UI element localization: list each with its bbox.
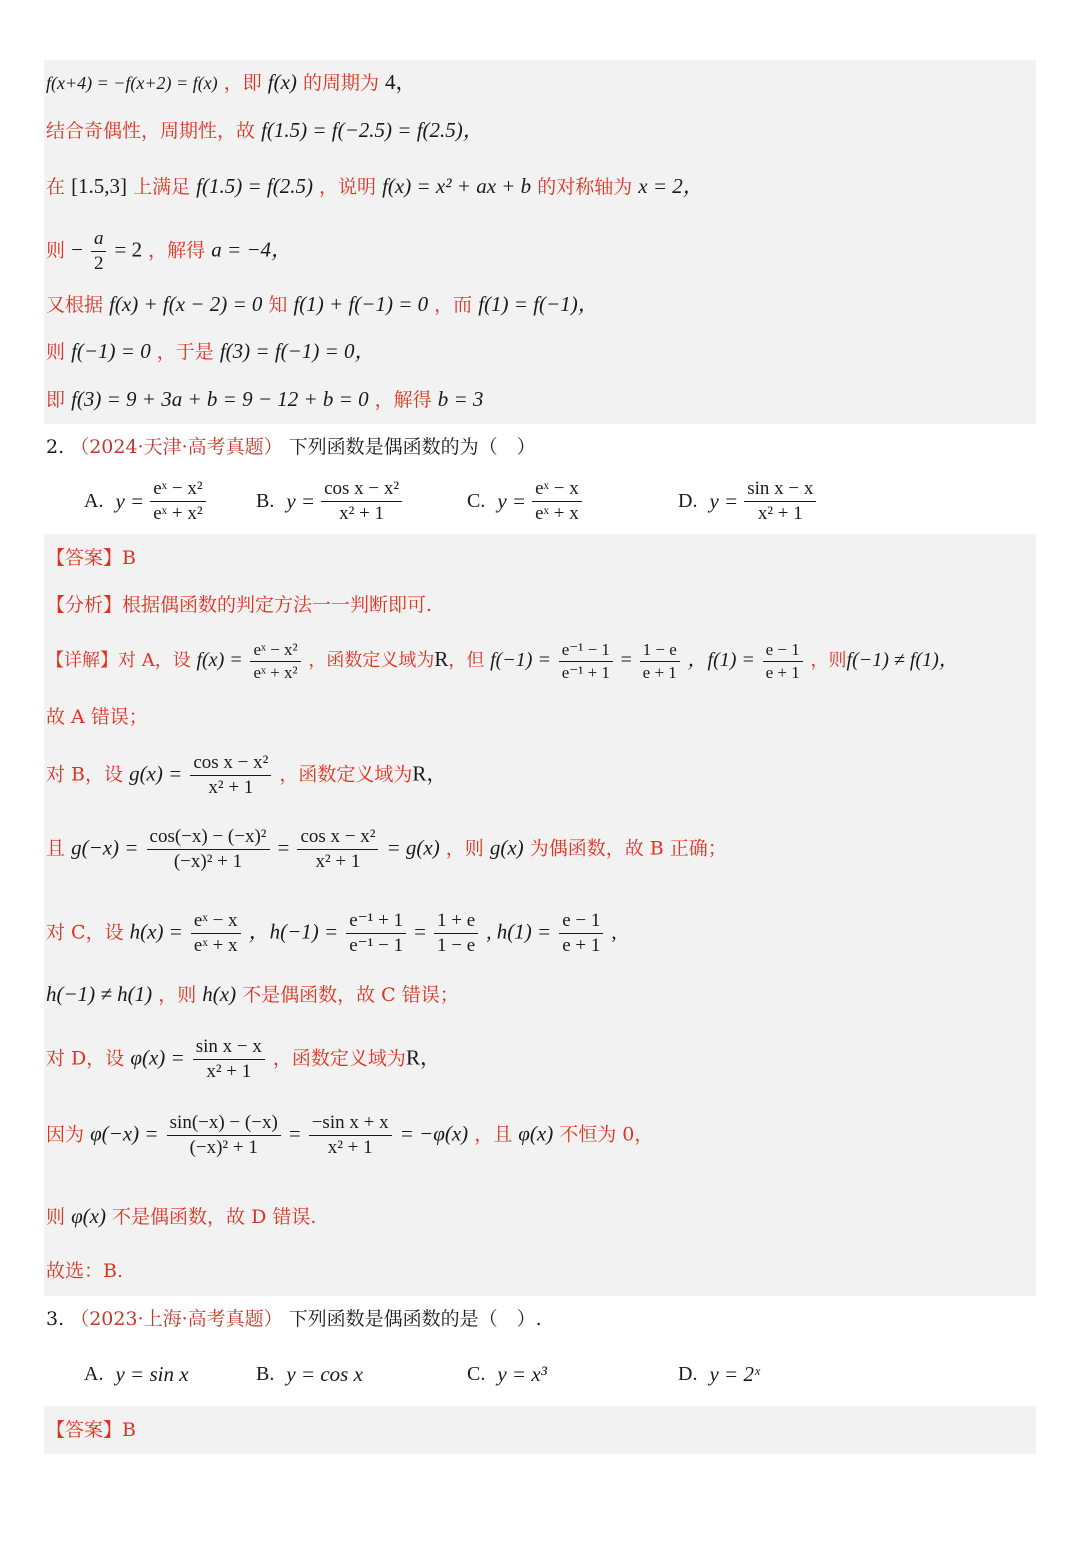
option-label: B. [256,489,275,512]
numerator: 1 − e [640,640,680,662]
math-expr: y = 2ˣ [709,1362,760,1386]
text: 不恒为 0， [559,1123,654,1146]
fraction [193,1036,265,1083]
option-b [256,1362,367,1387]
fraction [532,478,582,525]
math-expr: y = cos x [286,1362,363,1386]
text: 对 D，设 [46,1047,125,1070]
option-c [467,478,584,525]
math-expr: x = 2， [638,174,704,198]
fraction [763,640,803,682]
detail-line-6 [46,984,459,1005]
math-expr: = 2 [114,237,143,262]
fraction [744,478,816,525]
text: ，则 [810,650,847,672]
text: ，但 [448,650,485,672]
fraction [309,1112,392,1159]
detail-line-2: 故 A 错误； [46,706,148,728]
math-expr: f(3) = 9 + 3a + b = 9 − 12 + b = 0 [71,387,369,411]
option-d [678,478,818,525]
question-source: （2024·天津·高考真题） [70,436,283,458]
option-label: D. [678,1363,698,1385]
denominator: x² + 1 [327,1136,373,1158]
text: 且 [46,837,66,860]
math-expr: f(x) = x² + ax + b [382,174,532,198]
numerator: cos x − x² [321,478,402,502]
fraction [147,826,270,873]
denominator: e + 1 [765,662,800,682]
math-expr: f(1) + f(−1) = 0 [293,292,429,316]
denominator: x² + 1 [757,502,803,524]
math-expr: R， [405,1045,441,1070]
text: ，即 [223,72,262,94]
question-number: 3. [46,1308,65,1330]
sol1-line-5 [46,294,599,315]
option-a [84,478,208,525]
detail-line-5 [46,910,617,957]
option-a [84,1362,193,1387]
denominator: e⁻¹ − 1 [349,934,404,956]
math-expr: ，h(−1) = [248,919,339,944]
text: ，解得 [148,239,206,262]
math-expr: f(x) [267,70,297,94]
denominator: x² + 1 [339,502,385,524]
sol1-line-6 [46,341,376,362]
fraction [434,910,478,957]
text: 又根据 [46,294,104,316]
math-expr: f(x) = [196,649,243,672]
math-expr: φ(−x) = [90,1121,159,1146]
fraction [297,826,378,873]
text: 则 [46,341,66,363]
option-b [256,478,404,525]
text: 知 [268,294,288,316]
denominator: x² + 1 [206,1060,252,1082]
denominator: eˣ + x² [153,502,203,524]
text: ，于是 [156,341,214,363]
math-expr: φ(x) = [130,1045,185,1070]
math-expr: g(−x) = [71,835,139,860]
denominator: 2 [93,252,104,274]
denominator: x² + 1 [315,850,361,872]
math-expr: y = [115,488,145,513]
text: ，函数定义域为 [272,1047,406,1070]
math-expr: f(x) + f(x − 2) = 0 [109,292,263,316]
math-expr: R， [412,761,448,786]
fraction [191,910,241,957]
math-expr: y = x³ [497,1362,547,1386]
text: ，解得 [374,389,432,411]
math-expr: a = −4， [211,237,293,262]
detail-line-3 [46,752,447,799]
denominator: (−x)² + 1 [173,850,243,872]
math-expr: g(x) [489,835,524,860]
sol1-line-3 [46,176,704,197]
numerator: −sin x + x [309,1112,392,1136]
fraction [640,640,680,682]
option-label: A. [84,1363,104,1385]
denominator: eˣ + x² [253,662,298,682]
text: ，则 [445,837,484,860]
numerator: eˣ − x² [150,478,205,502]
option-c [467,1362,551,1387]
text: 结合奇偶性，周期性，故 [46,120,256,142]
math-expr: h(−1) ≠ h(1) [46,982,153,1006]
equals: = [277,835,290,860]
text: 对 B，设 [46,763,124,786]
math-expr: h(x) [202,982,237,1006]
question-text: 下列函数是偶函数的是（ ）. [288,1308,542,1330]
question-source: （2023·上海·高考真题） [70,1308,283,1330]
fraction [150,478,205,525]
text: 对 C，设 [46,921,124,944]
numerator: cos(−x) − (−x)² [147,826,270,850]
math-expr: [1.5,3] [71,174,128,198]
denominator: eˣ + x [535,502,579,524]
equals: = [288,1121,301,1146]
text: ，函数定义域为 [308,650,435,672]
comma: , [611,919,617,944]
denominator: (−x)² + 1 [189,1136,258,1158]
text: 为偶函数，故 B 正确； [529,837,727,860]
denominator: e + 1 [562,934,601,956]
math-expr: f(x+4) = −f(x+2) = f(x) [46,73,218,93]
numerator: e − 1 [763,640,803,662]
fraction [250,640,300,682]
math-expr: y = sin x [115,1362,189,1386]
text: 的周期为 [302,72,379,94]
option-label: B. [256,1363,275,1385]
detail-line-4 [46,826,727,873]
detail-line-1 [46,640,959,682]
denominator: e + 1 [642,662,677,682]
math-expr: f(1) = f(−1)， [478,292,599,316]
equals: = [414,919,426,944]
analysis-tag: 【分析】 [46,594,123,616]
text: 因为 [46,1123,85,1146]
math-expr: b = 3 [437,387,484,411]
numerator: eˣ − x [191,910,241,934]
text: 的对称轴为 [537,176,633,198]
numerator: eˣ − x [532,478,582,502]
fraction [559,910,603,957]
question-2-stem [46,438,536,457]
analysis-text: 根据偶函数的判定方法一一判断即可. [122,594,433,616]
detail-line-9 [46,1206,316,1227]
math-expr: h(x) = [129,919,183,944]
math-expr: = −φ(x) [399,1121,469,1146]
math-expr: φ(x) [518,1121,554,1146]
minus-sign: − [71,237,83,262]
denominator: 1 − e [437,934,476,956]
math-expr: f(1.5) = f(2.5) [196,174,313,198]
math-expr: φ(x) [71,1204,106,1228]
detail-line-7 [46,1036,441,1083]
numerator: 1 + e [434,910,478,934]
option-label: A. [84,489,104,512]
denominator: x² + 1 [208,776,254,798]
sol1-line-4 [46,228,292,275]
math-expr: f(−1) ≠ f(1)， [846,649,959,672]
answer-block-3 [44,1406,1036,1454]
text: ，说明 [319,176,377,198]
text: 即 [46,389,66,411]
question-number: 2. [46,436,65,458]
math-expr: y = [286,488,316,513]
math-expr: y = [497,488,527,513]
fraction [167,1112,281,1159]
numerator: cos x − x² [297,826,378,850]
math-expr: g(x) = [129,761,183,786]
math-expr: , h(1) = [486,919,552,944]
detail-line-8 [46,1112,653,1159]
fraction [559,640,613,682]
numerator: e − 1 [559,910,603,934]
text: 不是偶函数，故 D 错误. [112,1206,317,1228]
detail-line-10: 故选：B. [46,1260,124,1282]
sol1-line-7 [46,389,483,410]
math-expr: y = [709,488,739,513]
text: 则 [46,1206,66,1228]
fraction [91,228,107,275]
text: 则 [46,239,66,262]
sol1-line-2 [46,120,484,141]
question-text: 下列函数是偶函数的为（ ） [288,436,536,458]
option-label: C. [467,489,486,512]
sol1-line-1 [46,72,417,93]
answer-label: 【答案】B [46,547,136,569]
question-3-stem [46,1310,542,1329]
fraction [190,752,271,799]
option-label: C. [467,1363,486,1385]
math-expr: f(−1) = [490,649,551,672]
equals: = [620,649,632,672]
text: ，且 [474,1123,513,1146]
text: 在 [46,176,66,198]
text: 不是偶函数，故 C 错误； [242,984,459,1006]
numerator: cos x − x² [190,752,271,776]
answer-label: 【答案】B [46,1419,136,1441]
numerator: sin x − x [193,1036,265,1060]
text: ，函数定义域为 [279,763,413,786]
detail-tag: 【详解】 [46,650,118,672]
text: ，则 [158,984,197,1006]
option-label: D. [678,489,698,512]
numerator: e⁻¹ − 1 [559,640,613,662]
text: 上满足 [133,176,191,198]
math-expr: R [434,647,449,672]
analysis-line [46,596,432,615]
numerator: eˣ − x² [250,640,300,662]
numerator: e⁻¹ + 1 [346,910,406,934]
text: ，而 [434,294,473,316]
denominator: eˣ + x [193,934,238,956]
fraction [346,910,406,957]
fraction [321,478,402,525]
math-expr: f(1.5) = f(−2.5) = f(2.5)， [261,118,484,142]
option-d [678,1362,764,1387]
text: 对 A，设 [118,650,191,672]
math-expr: 4， [385,70,417,94]
numerator: a [91,228,107,252]
numerator: sin(−x) − (−x) [167,1112,281,1136]
math-expr: f(−1) = 0 [71,339,151,363]
denominator: e⁻¹ + 1 [561,662,610,682]
math-expr: = g(x) [386,835,440,860]
math-expr: f(3) = f(−1) = 0， [219,339,376,363]
numerator: sin x − x [744,478,816,502]
math-expr: ，f(1) = [687,649,755,672]
